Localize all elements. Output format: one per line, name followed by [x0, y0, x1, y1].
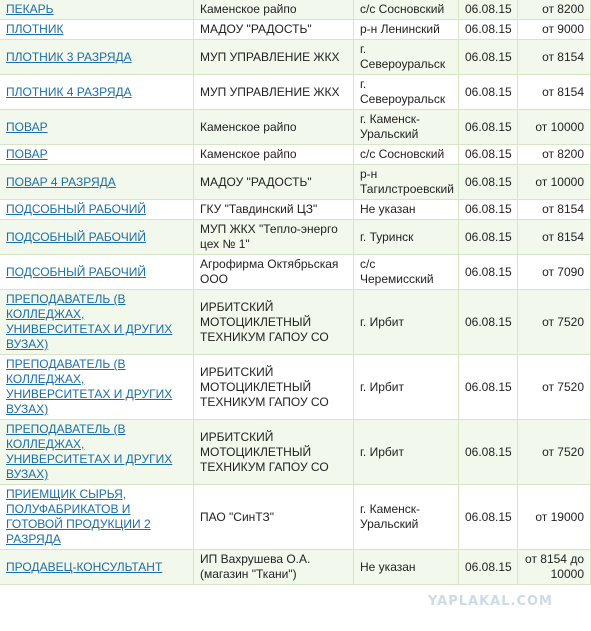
- salary-cell: от 8154: [518, 75, 591, 110]
- job-title-cell: [0, 485, 194, 550]
- job-title-link[interactable]: ПОВАР 4 РАЗРЯДА: [6, 174, 116, 189]
- date-cell: 06.08.15: [459, 110, 518, 145]
- employer-cell: Каменское райпо: [194, 110, 354, 145]
- location-cell: с/с Сосновский: [354, 145, 459, 165]
- table-row: [0, 200, 591, 220]
- table-row: [0, 20, 591, 40]
- job-title-link[interactable]: ПРИЕМЩИК СЫРЬЯ, ПОЛУФАБРИКАТОВ И ГОТОВОЙ ПРОДУКЦИИ 2 РАЗРЯДА: [6, 487, 151, 546]
- table-row: [0, 165, 591, 200]
- location-cell: г. Каменск-Уральский: [354, 485, 459, 550]
- employer-cell: МУП ЖКХ "Тепло-энерго цех № 1": [194, 220, 354, 255]
- employer-cell: Каменское райпо: [194, 145, 354, 165]
- salary-cell: от 8154 до 10000: [518, 550, 591, 585]
- employer-cell: ПАО "СинТЗ": [194, 485, 354, 550]
- job-title-cell: [0, 255, 194, 290]
- table-row: [0, 0, 591, 20]
- job-title-cell: [0, 165, 194, 200]
- location-cell: г. Каменск-Уральский: [354, 110, 459, 145]
- salary-cell: от 8154: [518, 200, 591, 220]
- job-title-link[interactable]: ПОВАР: [6, 147, 48, 161]
- salary-cell: от 8200: [518, 145, 591, 165]
- location-cell: с/с Сосновский: [354, 0, 459, 20]
- salary-cell: от 7520: [518, 355, 591, 420]
- employer-cell: ИРБИТСКИЙ МОТОЦИКЛЕТНЫЙ ТЕХНИКУМ ГАПОУ СО: [194, 290, 354, 355]
- date-cell: 06.08.15: [459, 550, 518, 585]
- salary-cell: от 8154: [518, 220, 591, 255]
- table-row: [0, 485, 591, 550]
- job-title-cell: [0, 145, 194, 165]
- date-cell: 06.08.15: [459, 255, 518, 290]
- job-title-cell: [0, 200, 194, 220]
- location-cell: г. Туринск: [354, 220, 459, 255]
- salary-cell: от 7520: [518, 290, 591, 355]
- location-cell: г. Североуральск: [354, 40, 459, 75]
- watermark: YAPLAKAL.COM: [428, 594, 553, 609]
- date-cell: 06.08.15: [459, 220, 518, 255]
- table-row: [0, 220, 591, 255]
- job-title-cell: [0, 550, 194, 585]
- job-title-cell: [0, 40, 194, 75]
- location-cell: г. Ирбит: [354, 355, 459, 420]
- date-cell: 06.08.15: [459, 40, 518, 75]
- salary-cell: от 7090: [518, 255, 591, 290]
- job-title-link[interactable]: ПЛОТНИК 4 РАЗРЯДА: [6, 84, 132, 99]
- location-cell: г. Ирбит: [354, 420, 459, 485]
- employer-cell: Каменское райпо: [194, 0, 354, 20]
- job-title-link[interactable]: ПРОДАВЕЦ-КОНСУЛЬТАНТ: [6, 559, 163, 574]
- date-cell: 06.08.15: [459, 290, 518, 355]
- table-row: [0, 75, 591, 110]
- job-title-link[interactable]: ПОДСОБНЫЙ РАБОЧИЙ: [6, 229, 146, 244]
- salary-cell: от 19000: [518, 485, 591, 550]
- location-cell: Не указан: [354, 550, 459, 585]
- table-row: [0, 420, 591, 485]
- date-cell: 06.08.15: [459, 485, 518, 550]
- employer-cell: МУП УПРАВЛЕНИЕ ЖКХ: [194, 40, 354, 75]
- salary-cell: от 9000: [518, 20, 591, 40]
- job-title-cell: [0, 75, 194, 110]
- table-row: [0, 110, 591, 145]
- job-title-cell: [0, 0, 194, 20]
- job-title-cell: [0, 20, 194, 40]
- employer-cell: ИП Вахрушева О.А. (магазин "Ткани"): [194, 550, 354, 585]
- job-title-cell: [0, 110, 194, 145]
- salary-cell: от 8154: [518, 40, 591, 75]
- date-cell: 06.08.15: [459, 420, 518, 485]
- location-cell: р-н Тагилстроевский: [354, 165, 459, 200]
- table-row: [0, 255, 591, 290]
- job-title-link[interactable]: ПОДСОБНЫЙ РАБОЧИЙ: [6, 202, 146, 216]
- date-cell: 06.08.15: [459, 355, 518, 420]
- job-title-cell: [0, 290, 194, 355]
- date-cell: 06.08.15: [459, 165, 518, 200]
- salary-cell: от 10000: [518, 165, 591, 200]
- location-cell: г. Североуральск: [354, 75, 459, 110]
- job-title-link[interactable]: ПРЕПОДАВАТЕЛЬ (В КОЛЛЕДЖАХ, УНИВЕРСИТЕТАХ И ДРУГИХ ВУЗАХ): [6, 422, 173, 481]
- date-cell: 06.08.15: [459, 200, 518, 220]
- job-title-link[interactable]: ПОДСОБНЫЙ РАБОЧИЙ: [6, 264, 146, 279]
- table-row: [0, 550, 591, 585]
- location-cell: г. Ирбит: [354, 290, 459, 355]
- employer-cell: ИРБИТСКИЙ МОТОЦИКЛЕТНЫЙ ТЕХНИКУМ ГАПОУ СО: [194, 420, 354, 485]
- job-title-link[interactable]: ПРЕПОДАВАТЕЛЬ (В КОЛЛЕДЖАХ, УНИВЕРСИТЕТАХ И ДРУГИХ ВУЗАХ): [6, 357, 173, 416]
- table-row: [0, 355, 591, 420]
- date-cell: 06.08.15: [459, 0, 518, 20]
- job-title-link[interactable]: ПРЕПОДАВАТЕЛЬ (В КОЛЛЕДЖАХ, УНИВЕРСИТЕТАХ И ДРУГИХ ВУЗАХ): [6, 292, 173, 351]
- salary-cell: от 7520: [518, 420, 591, 485]
- job-title-cell: [0, 420, 194, 485]
- employer-cell: МАДОУ "РАДОСТЬ": [194, 20, 354, 40]
- job-title-link[interactable]: ПОВАР: [6, 119, 48, 134]
- date-cell: 06.08.15: [459, 75, 518, 110]
- date-cell: 06.08.15: [459, 20, 518, 40]
- location-cell: Не указан: [354, 200, 459, 220]
- salary-cell: от 10000: [518, 110, 591, 145]
- location-cell: р-н Ленинский: [354, 20, 459, 40]
- employer-cell: Агрофирма Октябрьская ООО: [194, 255, 354, 290]
- salary-cell: от 8200: [518, 0, 591, 20]
- job-title-link[interactable]: ПЛОТНИК: [6, 22, 64, 36]
- job-title-cell: [0, 220, 194, 255]
- table-row: [0, 40, 591, 75]
- employer-cell: МАДОУ "РАДОСТЬ": [194, 165, 354, 200]
- date-cell: 06.08.15: [459, 145, 518, 165]
- job-title-cell: [0, 355, 194, 420]
- employer-cell: ГКУ "Тавдинский ЦЗ": [194, 200, 354, 220]
- job-title-link[interactable]: ПЕКАРЬ: [6, 2, 54, 16]
- location-cell: с/с Черемисский: [354, 255, 459, 290]
- job-title-link[interactable]: ПЛОТНИК 3 РАЗРЯДА: [6, 49, 132, 64]
- table-row: [0, 145, 591, 165]
- employer-cell: ИРБИТСКИЙ МОТОЦИКЛЕТНЫЙ ТЕХНИКУМ ГАПОУ СО: [194, 355, 354, 420]
- employer-cell: МУП УПРАВЛЕНИЕ ЖКХ: [194, 75, 354, 110]
- table-row: [0, 290, 591, 355]
